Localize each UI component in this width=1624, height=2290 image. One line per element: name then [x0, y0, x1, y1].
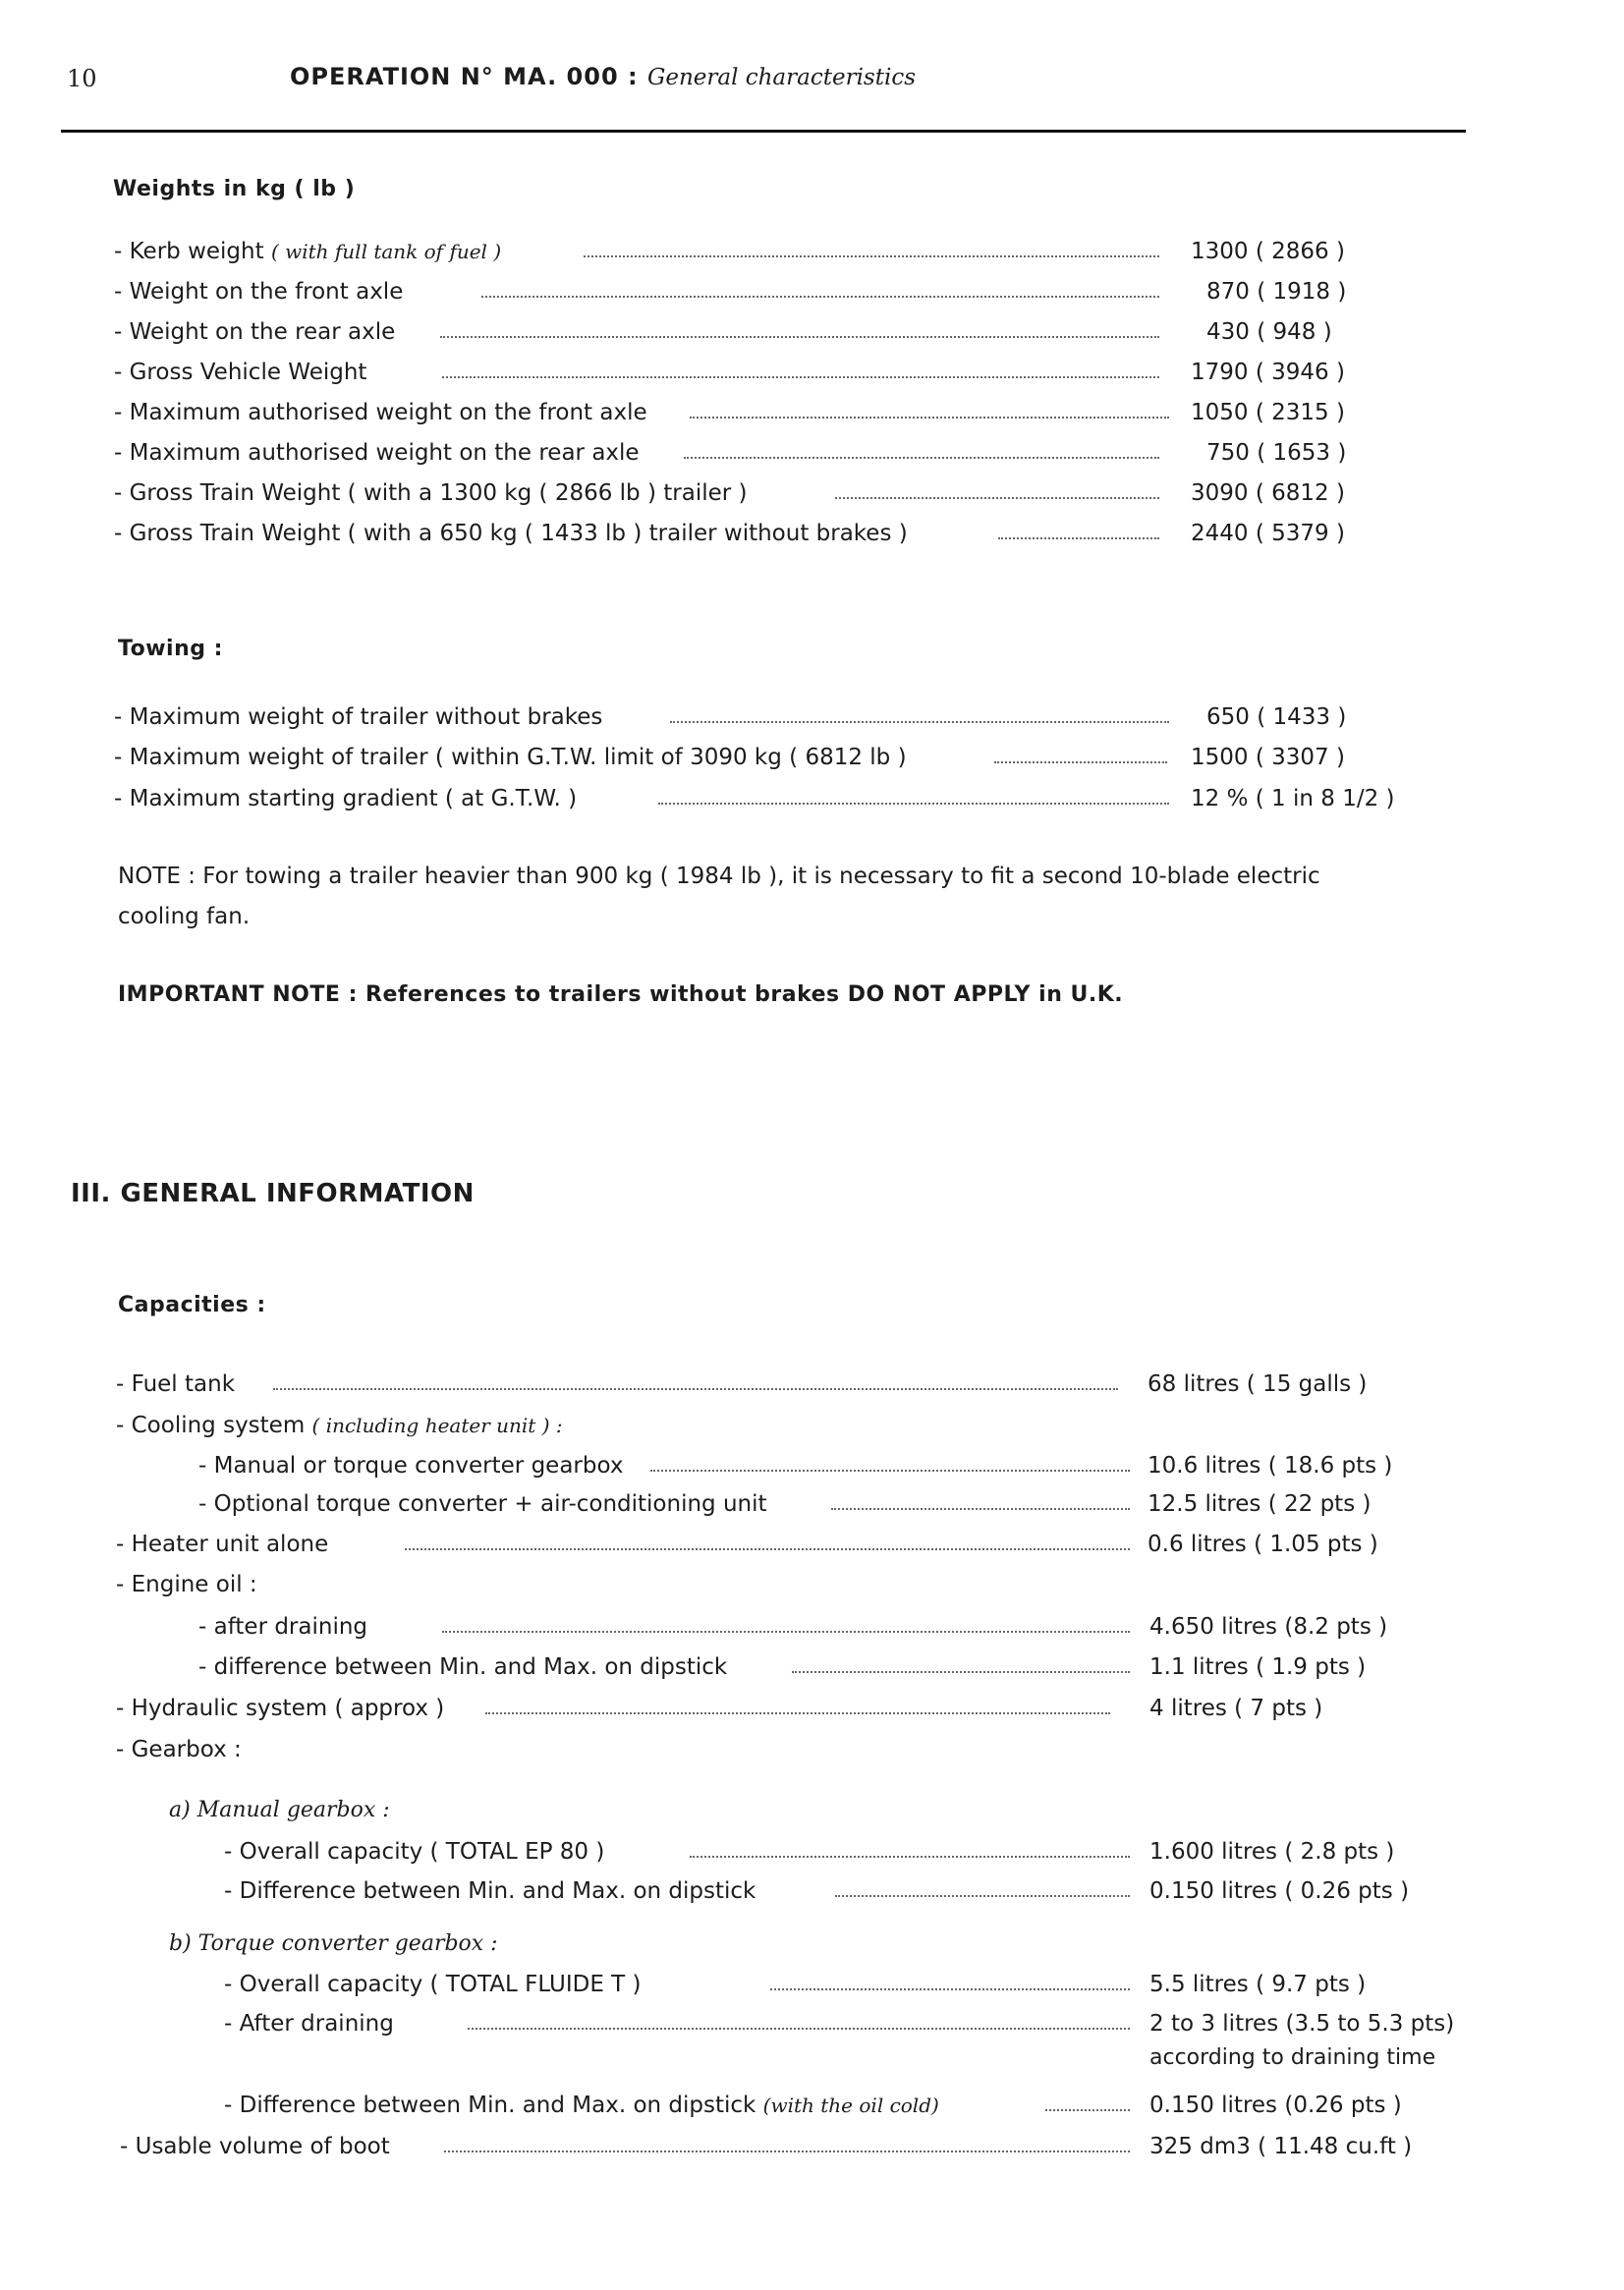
dot-leader — [273, 1388, 1118, 1390]
row-value: 650 ( 1433 ) — [1206, 704, 1347, 730]
row-note: ( including heater unit ) : — [311, 1414, 563, 1437]
row-label: - Heater unit alone — [116, 1532, 329, 1557]
dot-leader — [485, 1712, 1110, 1714]
row-label: - Gross Train Weight ( with a 1300 kg ( 2866 lb ) trailer ) — [114, 480, 748, 506]
dot-leader — [684, 457, 1159, 459]
row-label: - Cooling system — [116, 1413, 306, 1438]
row-label: - Maximum authorised weight on the rear axle — [114, 440, 640, 466]
row-label: - Optional torque converter + air-conditioning unit — [198, 1491, 767, 1517]
row-value: 1050 ( 2315 ) — [1191, 400, 1345, 425]
dot-leader — [584, 255, 1159, 257]
row-label: - Weight on the rear axle — [114, 319, 396, 345]
row-label: - Difference between Min. and Max. on dipstick — [224, 2093, 756, 2118]
row-label: - Hydraulic system ( approx ) — [116, 1696, 445, 1721]
row-value: 0.6 litres ( 1.05 pts ) — [1148, 1532, 1378, 1557]
dot-leader — [1045, 2109, 1130, 2111]
weights-heading: Weights in kg ( lb ) — [113, 177, 356, 201]
row-value: 10.6 litres ( 18.6 pts ) — [1148, 1453, 1393, 1479]
row-value: 750 ( 1653 ) — [1206, 440, 1347, 466]
dot-leader — [481, 296, 1159, 298]
row-value: 12 % ( 1 in 8 1/2 ) — [1191, 786, 1395, 811]
row-label: - Difference between Min. and Max. on dipstick — [224, 1878, 756, 1904]
row-value: 12.5 litres ( 22 pts ) — [1148, 1491, 1372, 1517]
row-label: - Maximum weight of trailer without brakes — [114, 704, 603, 730]
row-label: - Gross Train Weight ( with a 650 kg ( 1433 lb ) trailer without brakes ) — [114, 521, 908, 546]
row-note: ( with full tank of fuel ) — [270, 240, 502, 263]
row-value: 2440 ( 5379 ) — [1191, 521, 1345, 546]
dot-leader — [444, 2150, 1130, 2152]
row-label: - Kerb weight — [114, 239, 264, 264]
row-label: - Manual or torque converter gearbox — [198, 1453, 624, 1479]
row-label: - Overall capacity ( TOTAL EP 80 ) — [224, 1839, 605, 1865]
row-value: 430 ( 948 ) — [1206, 319, 1332, 345]
dot-leader — [405, 1548, 1130, 1550]
row-value: 870 ( 1918 ) — [1206, 279, 1347, 305]
dot-leader — [468, 2028, 1130, 2030]
row-value: 1500 ( 3307 ) — [1191, 745, 1345, 770]
row-value: 1790 ( 3946 ) — [1191, 360, 1345, 385]
important-note: IMPORTANT NOTE : References to trailers without brakes DO NOT APPLY in U.K. — [118, 982, 1124, 1007]
dot-leader — [658, 803, 1169, 805]
row-label: - difference between Min. and Max. on dipstick — [198, 1654, 728, 1680]
dot-leader — [792, 1671, 1130, 1673]
header-title: OPERATION N° MA. 000 : — [290, 63, 639, 90]
header-subtitle: General characteristics — [646, 65, 917, 90]
towing-note — [118, 857, 1493, 937]
row-label: - Maximum starting gradient ( at G.T.W. ) — [114, 786, 578, 811]
row-value: 2 to 3 litres (3.5 to 5.3 pts) — [1149, 2011, 1455, 2037]
dot-leader — [831, 1508, 1130, 1510]
towing-note-line1: NOTE : For towing a trailer heavier than 900 kg ( 1984 lb ), it is necessary to fit a second 10-blade electric — [118, 864, 1320, 889]
row-label: - Usable volume of boot — [120, 2134, 390, 2159]
row-value: 1.1 litres ( 1.9 pts ) — [1149, 1654, 1367, 1680]
draining-time-note: according to draining time — [1149, 2045, 1436, 2070]
row-value: 5.5 litres ( 9.7 pts ) — [1149, 1972, 1367, 1997]
dot-leader — [835, 1895, 1130, 1897]
towing-heading: Towing : — [118, 637, 223, 661]
row-value: 0.150 litres ( 0.26 pts ) — [1149, 1878, 1410, 1904]
dot-leader — [440, 336, 1159, 338]
dot-leader — [835, 497, 1159, 499]
dot-leader — [442, 1631, 1130, 1633]
row-value: 1300 ( 2866 ) — [1191, 239, 1345, 264]
torque-gearbox-label: b) Torque converter gearbox : — [169, 1931, 498, 1956]
dot-leader — [690, 417, 1169, 419]
row-value: 1.600 litres ( 2.8 pts ) — [1149, 1839, 1395, 1865]
row-value: 3090 ( 6812 ) — [1191, 480, 1345, 506]
header-rule — [61, 130, 1466, 133]
row-value: 325 dm3 ( 11.48 cu.ft ) — [1149, 2134, 1413, 2159]
row-value: 68 litres ( 15 galls ) — [1148, 1371, 1368, 1397]
row-label: - after draining — [198, 1614, 368, 1640]
row-note: (with the oil cold) — [762, 2094, 939, 2117]
row-label: - Maximum weight of trailer ( within G.T.W. limit of 3090 kg ( 6812 lb ) — [114, 745, 907, 770]
row-label: - Gross Vehicle Weight — [114, 360, 367, 385]
dot-leader — [690, 1856, 1130, 1858]
manual-gearbox-label: a) Manual gearbox : — [169, 1798, 390, 1822]
row-value: 4.650 litres (8.2 pts ) — [1149, 1614, 1388, 1640]
row-label: - Gearbox : — [116, 1737, 242, 1762]
row-label: - After draining — [224, 2011, 394, 2037]
row-value: 0.150 litres (0.26 pts ) — [1149, 2093, 1402, 2118]
capacities-heading: Capacities : — [118, 1293, 266, 1317]
row-label: - Weight on the front axle — [114, 279, 404, 305]
row-value: 4 litres ( 7 pts ) — [1149, 1696, 1323, 1721]
dot-leader — [994, 761, 1167, 763]
row-label: - Engine oil : — [116, 1572, 257, 1597]
dot-leader — [670, 721, 1169, 723]
page-header — [290, 63, 916, 90]
dot-leader — [998, 537, 1159, 539]
row-label: - Fuel tank — [116, 1371, 236, 1397]
row-label: - Overall capacity ( TOTAL FLUIDE T ) — [224, 1972, 642, 1997]
page-number: 10 — [67, 65, 97, 92]
section-heading: III. GENERAL INFORMATION — [71, 1179, 475, 1208]
towing-note-line2: cooling fan. — [118, 904, 251, 929]
dot-leader — [770, 1988, 1130, 1990]
row-label: - Maximum authorised weight on the front axle — [114, 400, 647, 425]
dot-leader — [442, 376, 1159, 378]
dot-leader — [650, 1470, 1130, 1472]
